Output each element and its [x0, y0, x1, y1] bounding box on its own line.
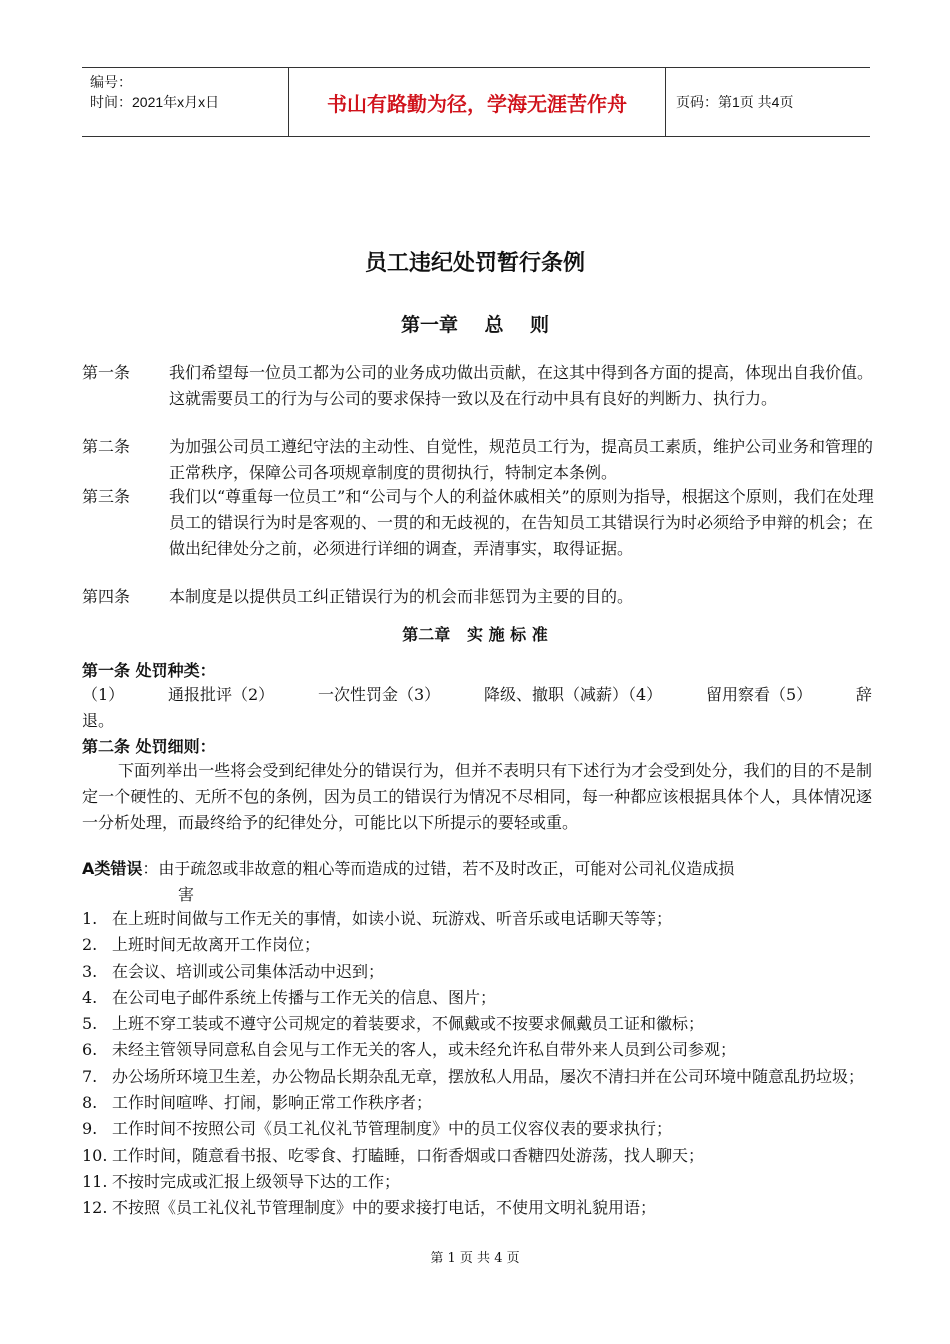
item-text: 办公场所环境卫生差，办公物品长期杂乱无章，摆放私人用品，屡次不清扫并在公司环境中随意乱扔垃圾；	[112, 1066, 865, 1086]
item-number: 1.	[82, 909, 98, 928]
list-item	[82, 906, 882, 932]
list-item	[82, 1037, 882, 1063]
item-number: 2.	[82, 935, 98, 955]
item-text: 未经主管领导同意私自会见与工作无关的客人，或未经允许私自带外来人员到公司参观；	[112, 1040, 737, 1060]
article-text: 本制度是以提供员工纠正错误行为的机会而非惩罚为主要的目的。	[169, 587, 634, 606]
page-footer: 第 1 页 共 4 页	[430, 1251, 520, 1266]
item-number: 4.	[82, 987, 98, 1007]
item-text: 在会议、培训或公司集体活动中迟到；	[112, 961, 385, 981]
penalty-type: 降级、撤职（减薪）（4）	[483, 685, 663, 704]
penalty-type: 一次性罚金（3）	[317, 685, 441, 704]
penalty-types-tail: 退。	[82, 711, 115, 730]
article-4	[82, 584, 882, 610]
list-item	[82, 959, 882, 985]
item-text: 工作时间喧哗、打闹，影响正常工作秩序者；	[112, 1093, 433, 1113]
item-number: 6.	[82, 1040, 98, 1060]
penalty-type: （1）	[82, 685, 125, 704]
item-text: 在公司电子邮件系统上传播与工作无关的信息、图片；	[112, 987, 497, 1007]
penalty-rules-intro: 下面列举出一些将会受到纪律处分的错误行为，但并不表明只有下述行为才会受到处分，我们的目的不是制定一个硬性的、无所不包的条例，因为员工的错误行为情况不尽相同，每一种都应该根据具体个人，具体情况逐一分析处理，而最终给予的纪律处分，可能比以下所提示的要轻或重。	[82, 761, 872, 832]
list-item	[82, 932, 882, 958]
header-meta	[82, 68, 289, 136]
category-a-description-cont: 害	[178, 885, 195, 904]
category-a-label: A类错误	[82, 859, 143, 878]
doc-number: 编号：	[90, 74, 132, 90]
article-penalty-rules-title: 第二条 处罚细则：	[82, 737, 216, 756]
item-number: 9.	[82, 1119, 98, 1139]
list-item	[82, 1011, 882, 1037]
document-title: 员工违纪处罚暂行条例	[364, 251, 585, 276]
list-item	[82, 1143, 882, 1169]
item-number: 11.	[82, 1171, 108, 1191]
chapter-2-heading: 第二章 实 施 标 准	[402, 625, 548, 644]
chapter-1-heading: 第一章 总 则	[401, 314, 549, 336]
article-2	[82, 434, 882, 486]
article-text: 为加强公司员工遵纪守法的主动性、自觉性，规范员工行为，提高员工素质，维护公司业务和管理的正常秩序，保障公司各项规章制度的贯彻执行，特制定本条例。	[169, 437, 874, 482]
list-item	[82, 1195, 882, 1221]
header-page-number: 页码：第1页 共4页	[676, 94, 794, 110]
list-item	[82, 985, 882, 1011]
item-text: 工作时间，随意看书报、吃零食、打瞌睡，口衔香烟或口香糖四处游荡，找人聊天；	[112, 1145, 705, 1165]
penalty-type: 辞	[855, 685, 872, 704]
category-a-heading	[82, 856, 872, 908]
list-item	[82, 1169, 882, 1195]
item-number: 5.	[82, 1014, 98, 1034]
item-number: 10.	[82, 1145, 108, 1165]
item-number: 12.	[82, 1198, 108, 1218]
list-item	[82, 1090, 882, 1116]
article-number: 第四条	[82, 587, 131, 606]
item-text: 不按照《员工礼仪礼节管理制度》中的要求接打电话，不使用文明礼貌用语；	[112, 1198, 657, 1218]
item-text: 工作时间不按照公司《员工礼仪礼节管理制度》中的员工仪容仪表的要求执行；	[112, 1119, 673, 1139]
item-text: 上班不穿工装或不遵守公司规定的着装要求，不佩戴或不按要求佩戴员工证和徽标；	[112, 1014, 705, 1034]
page-header	[82, 67, 870, 137]
article-penalty-types-title: 第一条 处罚种类：	[82, 661, 216, 680]
penalty-types-row	[82, 682, 872, 708]
article-text: 我们希望每一位员工都为公司的业务成功做出贡献，在这其中得到各方面的提高，体现出自我价值。这就需要员工的行为与公司的要求保持一致以及在行动中具有良好的判断力、执行力。	[169, 363, 874, 408]
penalty-type: 通报批评（2）	[167, 685, 275, 704]
item-text: 不按时完成或汇报上级领导下达的工作；	[112, 1171, 401, 1191]
list-item	[82, 1116, 882, 1142]
article-number: 第一条	[82, 363, 131, 382]
item-text: 在上班时间做与工作无关的事情，如读小说、玩游戏、听音乐或电话聊天等等；	[112, 909, 673, 928]
doc-date: 时间：2021年x月x日	[90, 94, 220, 110]
item-number: 8.	[82, 1093, 98, 1113]
article-number: 第三条	[82, 487, 131, 506]
penalty-types	[82, 682, 872, 734]
list-item	[82, 1064, 882, 1090]
item-number: 7.	[82, 1066, 98, 1086]
header-motto: 书山有路勤为径，学海无涯苦作舟	[289, 68, 666, 136]
article-text: 我们以“尊重每一位员工”和“公司与个人的利益休戚相关”的原则为指导，根据这个原则，我们在处理员工的错误行为时是客观的、一贯的和无歧视的，在告知员工其错误行为时必须给予申辩的机会；在做出纪律处分之前，必须进行详细的调查，弄清事实，取得证据。	[169, 487, 874, 558]
penalty-type: 留用察看（5）	[705, 685, 813, 704]
article-3	[82, 484, 882, 562]
item-number: 3.	[82, 961, 98, 981]
item-text: 上班时间无故离开工作岗位；	[112, 935, 321, 955]
article-1	[82, 360, 882, 412]
category-a-description: ：由于疏忽或非故意的粗心等而造成的过错，若不及时改正，可能对公司礼仪造成损	[142, 859, 735, 878]
category-a-list	[82, 906, 882, 1222]
article-number: 第二条	[82, 437, 131, 456]
